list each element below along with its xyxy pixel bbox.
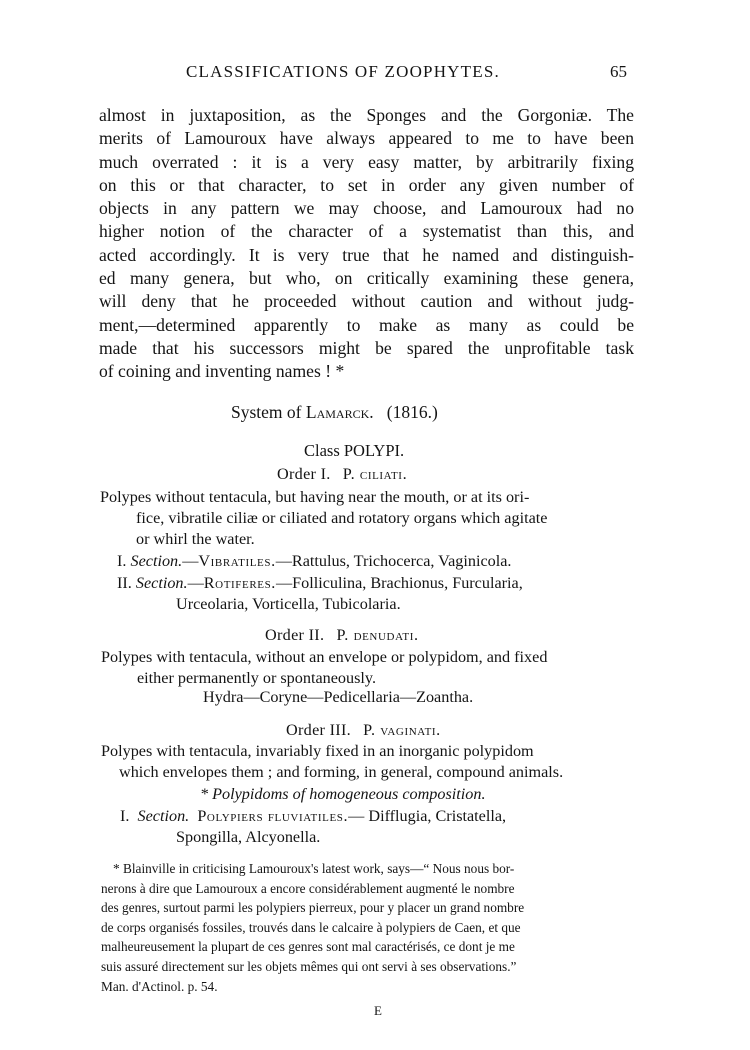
order-heading bbox=[265, 626, 419, 645]
order-name: P. ciliati. bbox=[342, 465, 408, 483]
paragraph-line: of coining and inventing names ! * bbox=[99, 361, 345, 382]
description-line: Polypes with tentacula, without an envelope or polypidom, and fixed bbox=[101, 648, 548, 666]
section-entry bbox=[120, 806, 506, 848]
description-line: Polypes without tentacula, but having near the mouth, or at its ori- bbox=[100, 488, 530, 506]
footnote bbox=[101, 859, 631, 996]
section-name: Rotiferes. bbox=[203, 574, 276, 592]
paragraph-line: objects in any pattern we may choose, and Lamouroux had no bbox=[99, 198, 634, 219]
section-genera-continued: Spongilla, Alcyonella. bbox=[176, 828, 321, 846]
footnote-line: Man. d'Actinol. p. 54. bbox=[101, 978, 218, 994]
system-year: (1816.) bbox=[386, 402, 438, 422]
description-line: which envelopes them ; and forming, in general, compound animals. bbox=[119, 763, 564, 781]
intro-paragraph bbox=[99, 104, 634, 384]
section-number: I. bbox=[117, 552, 127, 570]
system-prefix: System of bbox=[231, 402, 302, 422]
order-description bbox=[101, 647, 547, 689]
section-number: I. bbox=[120, 807, 130, 825]
section-label: Section. bbox=[130, 552, 183, 570]
order-name: P. vaginati. bbox=[363, 721, 441, 739]
description-line: Polypes with tentacula, invariably fixed in an inorganic polypidom bbox=[101, 742, 534, 760]
class-heading: Class POLYPI. bbox=[304, 441, 405, 460]
section-genera: —Folliculina, Brachionus, Furcularia, bbox=[275, 574, 523, 592]
paragraph-line: ment,—determined apparently to make as many as could be bbox=[99, 314, 634, 335]
subsection-heading: * Polypidoms of homogeneous composition. bbox=[200, 785, 486, 803]
paragraph-line: will deny that he proceeded without caution and without judg- bbox=[99, 291, 634, 312]
order-heading bbox=[286, 721, 441, 740]
page-number: 65 bbox=[610, 62, 627, 81]
section-genera: — Difflugia, Cristatella, bbox=[348, 807, 507, 825]
order-label: Order II. bbox=[265, 626, 325, 644]
paragraph-line: higher notion of the character of a systematist than this, and bbox=[99, 221, 634, 242]
paragraph-line: almost in juxtaposition, as the Sponges and the Gorgoniæ. The bbox=[99, 105, 634, 125]
footnote-line: nerons à dire que Lamouroux a encore considérablement augmenté le nombre bbox=[101, 880, 515, 896]
section-dash: — bbox=[187, 574, 204, 592]
section-dash: — bbox=[182, 552, 199, 570]
order-label: Order III. bbox=[286, 721, 352, 739]
section-label: Section. bbox=[137, 807, 190, 825]
description-line: either permanently or spontaneously. bbox=[137, 669, 376, 687]
section-label: Section. bbox=[135, 574, 188, 592]
paragraph-line: acted accordingly. It is very true that he named and distinguish- bbox=[99, 244, 634, 265]
footnote-line: suis assuré directement sur les objets mêmes qui ont servi à ses observations.” bbox=[101, 958, 517, 974]
section-genera: —Rattulus, Trichocerca, Vaginicola. bbox=[275, 552, 512, 570]
footnote-line: malheureusement la plupart de ces genres sont mal caractérisés, ce dont je me bbox=[101, 939, 515, 955]
section-entry bbox=[117, 551, 511, 572]
footnote-line: des genres, surtout parmi les polypiers pierreux, pour y placer un grand nombre bbox=[101, 900, 525, 916]
system-heading bbox=[231, 402, 438, 423]
order-heading bbox=[277, 465, 407, 484]
description-line: fice, vibratile ciliæ or ciliated and rotatory organs which agitate bbox=[136, 509, 548, 527]
section-genera-continued: Urceolaria, Vorticella, Tubicolaria. bbox=[176, 595, 401, 613]
running-title: CLASSIFICATIONS OF ZOOPHYTES. bbox=[186, 62, 500, 81]
paragraph-line: made that his successors might be spared the unprofitable task bbox=[99, 337, 634, 358]
footnote-line: * Blainville in criticising Lamouroux's latest work, says—“ Nous nous bor- bbox=[113, 861, 515, 876]
genera-list: Hydra—Coryne—Pedicellaria—Zoantha. bbox=[203, 688, 474, 706]
paragraph-line: much overrated : it is a very easy matter, by arbitrarily fixing bbox=[99, 151, 634, 172]
section-number: II. bbox=[117, 574, 132, 592]
order-name: P. denudati. bbox=[336, 626, 419, 644]
order-label: Order I. bbox=[277, 465, 331, 483]
section-name: Polypiers fluviatiles. bbox=[197, 807, 349, 825]
order-description bbox=[100, 487, 547, 550]
paragraph-line: merits of Lamouroux have always appeared to me to have been bbox=[99, 128, 634, 149]
description-line: or whirl the water. bbox=[136, 530, 255, 548]
footnote-line: de corps organisés fossiles, trouvés dans le calcaire à polypiers de Caen, et que bbox=[101, 919, 521, 935]
section-entry bbox=[117, 573, 523, 615]
signature-mark: E bbox=[374, 1003, 382, 1018]
system-author: Lamarck. bbox=[305, 402, 374, 422]
paragraph-line: ed many genera, but who, on critically examining these genera, bbox=[99, 268, 634, 289]
section-name: Vibratiles. bbox=[198, 552, 276, 570]
paragraph-line: on this or that character, to set in order any given number of bbox=[99, 174, 634, 195]
order-description bbox=[101, 741, 563, 783]
